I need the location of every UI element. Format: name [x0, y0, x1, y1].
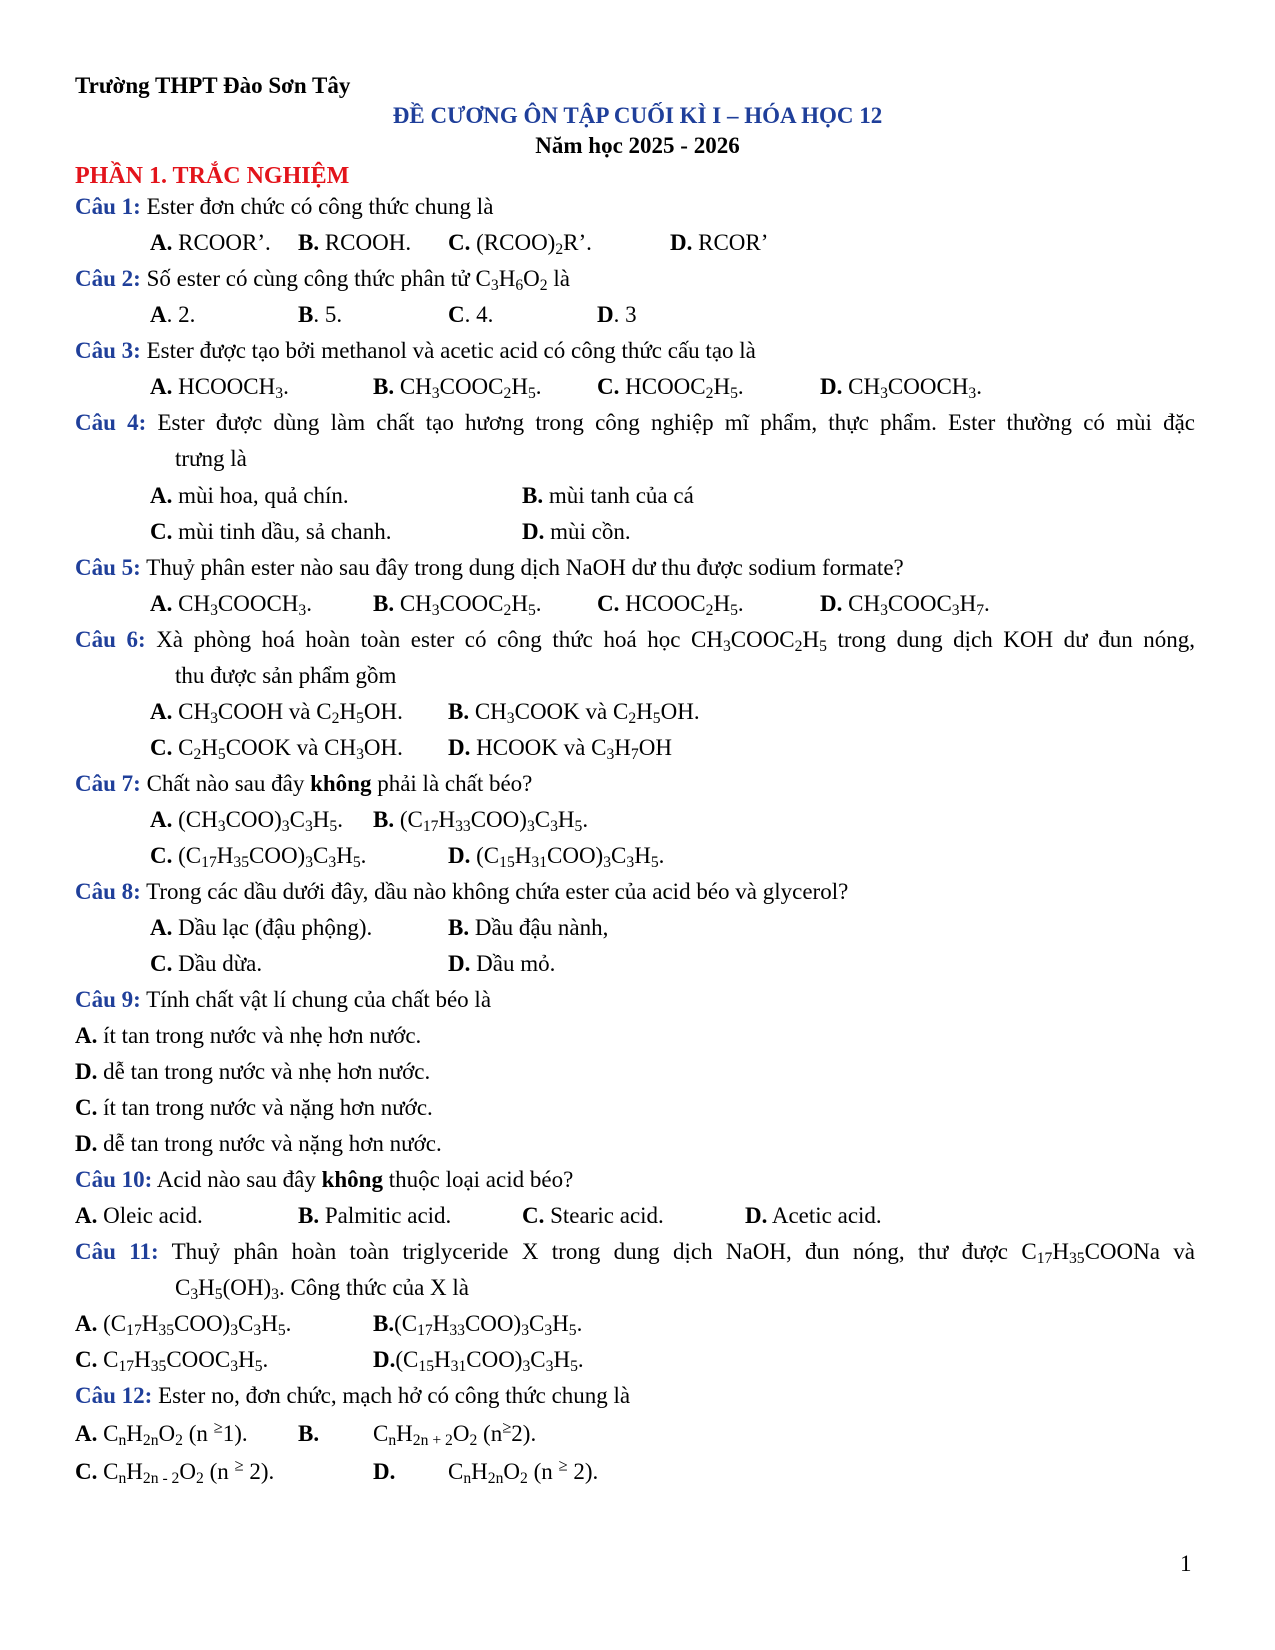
- question-6: Câu 6: Xà phòng hoá hoàn toàn ester có công thức hoá học $CH_3COOC_2H_5$ trong dung dịch KOH dư đun nóng,: [75, 627, 1196, 655]
- question-4-cont: trưng là: [175, 446, 247, 471]
- q11-option-a: A. $(C_{17}H_{35}COO)_3C_3H_5$.: [75, 1311, 292, 1339]
- q3-option-b: B. $CH_3COOC_2H_5$.: [373, 374, 542, 402]
- q4-option-a: A. mùi hoa, quả chín.: [150, 483, 349, 508]
- q1-option-b: B. RCOOH.: [298, 230, 412, 255]
- q5-option-a: A. $CH_3COOCH_3$.: [150, 591, 312, 619]
- q10-option-b: B. Palmitic acid.: [298, 1203, 452, 1228]
- q7-option-d: D. $(C_{15}H_{31}COO)_3C_3H_5$.: [448, 843, 665, 871]
- document-title: ĐỀ CƯƠNG ÔN TẬP CUỐI KÌ I – HÓA HỌC 12: [392, 103, 883, 128]
- question-4: Câu 4: Ester được dùng làm chất tạo hương trong công nghiệp mĩ phẩm, thực phẩm. Ester thường có mùi đặc: [75, 410, 1195, 435]
- question-text: Ester đơn chức có công thức chung là: [146, 194, 494, 219]
- q7-option-c: C. $(C_{17}H_{35}COO)_3C_3H_5$.: [150, 843, 367, 871]
- q9-option-c: C. ít tan trong nước và nặng hơn nước.: [75, 1095, 433, 1120]
- q12-option-b-label: B.: [298, 1421, 320, 1446]
- q8-option-d: D. Dầu mỏ.: [448, 951, 556, 976]
- page-number: 1: [1180, 1551, 1192, 1576]
- q6-option-a: A. $CH_3COOH$ và $C_2H_5OH$.: [150, 699, 403, 727]
- q4-option-b: B. mùi tanh của cá: [522, 483, 694, 508]
- question-label: Câu 1:: [75, 194, 141, 219]
- question-11-cont: $C_3H_5(OH)_3$. Công thức của X là: [175, 1275, 469, 1303]
- q7-option-b: B. $(C_{17}H_{33}COO)_3C_3H_5$.: [373, 807, 589, 835]
- q3-option-a: A. $HCOOCH_3$.: [150, 374, 289, 402]
- q11-option-c: C. $C_{17}H_{35}COOC_3H_5$.: [75, 1347, 269, 1375]
- q1-option-a: A. RCOOR’.: [150, 230, 271, 255]
- school-name: Trường THPT Đào Sơn Tây: [75, 73, 351, 98]
- question-5: Câu 5: Thuỷ phân ester nào sau đây trong dung dịch NaOH dư thu được sodium formate?: [75, 555, 904, 580]
- q9-option-d: D. dễ tan trong nước và nặng hơn nước.: [75, 1131, 442, 1156]
- school-year: Năm học 2025 - 2026: [535, 133, 740, 158]
- question-8: Câu 8: Trong các dầu dưới đây, dầu nào không chứa ester của acid béo và glycerol?: [75, 879, 849, 904]
- section-title: PHẦN 1. TRẮC NGHIỆM: [75, 163, 350, 189]
- q12-option-b: $C_nH_{2n + 2}O_2$ (n≥2).: [373, 1417, 537, 1449]
- q2-option-d: D. 3: [597, 302, 637, 327]
- q11-option-d: $D.(C_{15}H_{31}COO)_3C_3H_5$.: [373, 1347, 584, 1375]
- q8-option-c: C. Dầu dừa.: [150, 951, 263, 976]
- q8-option-b: B. Dầu đậu nành,: [448, 915, 609, 940]
- q12-option-c: C. $C_nH_{2n - 2}O_2$ (n ≥ 2).: [75, 1455, 275, 1487]
- q3-option-c: C. $HCOOC_2H_5$.: [597, 374, 744, 402]
- q4-option-c: C. mùi tinh dầu, sả chanh.: [150, 519, 392, 544]
- q9-option-b: D. dễ tan trong nước và nhẹ hơn nước.: [75, 1059, 431, 1084]
- question-10: Câu 10: Acid nào sau đây không thuộc loại acid béo?: [75, 1167, 574, 1192]
- q1-option-d: D. RCOR’: [670, 230, 769, 255]
- q6-option-c: C. $C_2H_5COOK$ và $CH_3OH$.: [150, 735, 403, 763]
- q2-option-c: C. 4.: [448, 302, 494, 327]
- q12-option-d-label: D.: [373, 1459, 396, 1484]
- q10-option-a: A. Oleic acid.: [75, 1203, 203, 1228]
- question-1: [75, 193, 493, 221]
- question-3: Câu 3: Ester được tạo bởi methanol và acetic acid có công thức cấu tạo là: [75, 338, 756, 363]
- q12-option-a: A. $C_nH_{2n}O_2$ (n ≥1).: [75, 1417, 248, 1449]
- q9-option-a: A. ít tan trong nước và nhẹ hơn nước.: [75, 1023, 422, 1048]
- q5-option-d: D. $CH_3COOC_3H_7$.: [820, 591, 990, 619]
- q11-option-b: $B.(C_{17}H_{33}COO)_3C_3H_5$.: [373, 1311, 583, 1339]
- q5-option-b: B. $CH_3COOC_2H_5$.: [373, 591, 542, 619]
- question-7: Câu 7: Chất nào sau đây không phải là chất béo?: [75, 771, 533, 796]
- q5-option-c: C. $HCOOC_2H_5$.: [597, 591, 744, 619]
- q6-option-d: D. HCOOK và $C_3H_7OH$: [448, 735, 672, 763]
- q12-option-d: $C_nH_{2n}O_2$ (n ≥ 2).: [448, 1455, 599, 1487]
- question-12: Câu 12: Ester no, đơn chức, mạch hở có công thức chung là: [75, 1383, 631, 1408]
- q10-option-c: C. Stearic acid.: [522, 1203, 664, 1228]
- question-6-cont: thu được sản phẩm gồm: [175, 663, 397, 688]
- q7-option-a: A. $(CH_3COO)_3C_3H_5$.: [150, 807, 343, 835]
- question-2: Câu 2: Số ester có cùng công thức phân tử $C_3H_6O_2$ là: [75, 266, 570, 294]
- q2-option-a: A. 2.: [150, 302, 196, 327]
- q10-option-d: D. Acetic acid.: [745, 1203, 882, 1228]
- question-11: Câu 11: Thuỷ phân hoàn toàn triglyceride X trong dung dịch NaOH, đun nóng, thư được $C_{17}H_{35}COONa$ và: [75, 1239, 1195, 1267]
- q8-option-a: A. Dầu lạc (đậu phộng).: [150, 915, 373, 940]
- q3-option-d: D. $CH_3COOCH_3$.: [820, 374, 982, 402]
- q2-option-b: B. 5.: [298, 302, 343, 327]
- q1-option-c: C. $(RCOO)_2R$’.: [448, 230, 592, 258]
- q4-option-d: D. mùi cồn.: [522, 519, 631, 544]
- q6-option-b: B. $CH_3COOK$ và $C_2H_5OH$.: [448, 699, 700, 727]
- question-9: Câu 9: Tính chất vật lí chung của chất béo là: [75, 987, 492, 1012]
